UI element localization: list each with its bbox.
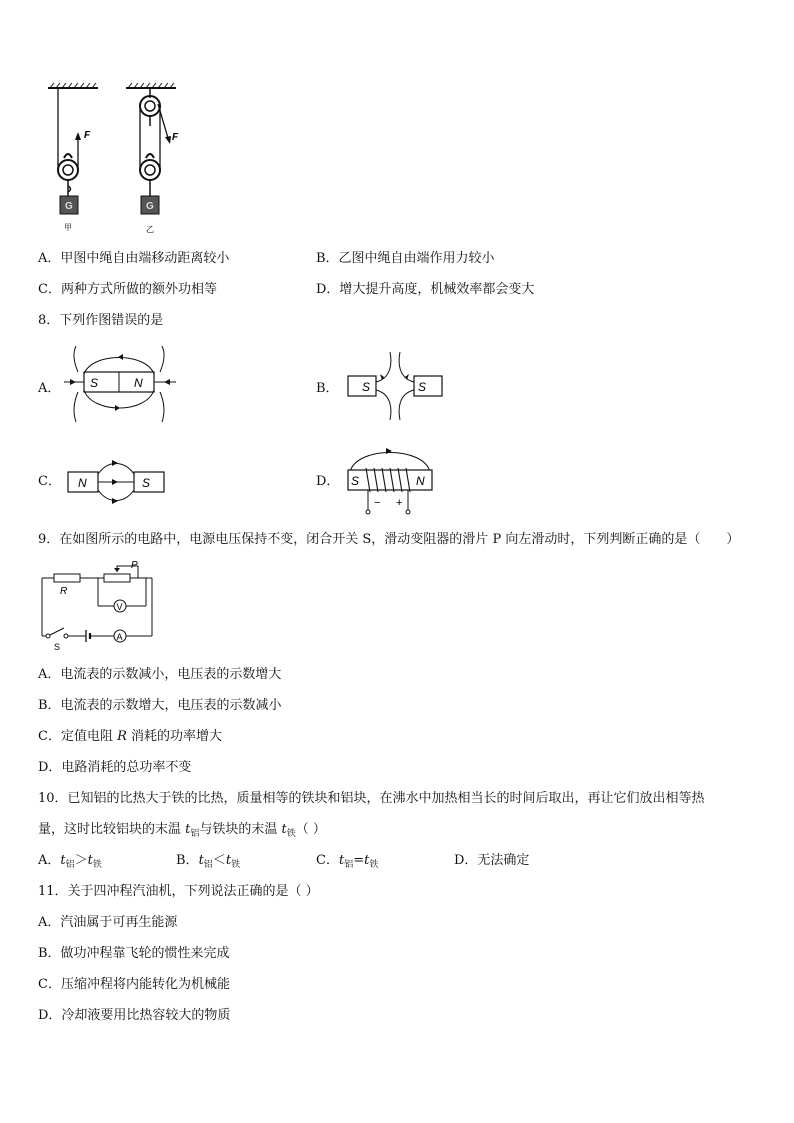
q7-option-a: A．甲图中绳自由端移动距离较小	[38, 251, 230, 266]
q10-a-sub2: 铁	[92, 860, 102, 870]
q10-a-sub1: 铝	[65, 860, 75, 870]
q9-option-b: B．电流表的示数增大，电压表的示数减小	[38, 698, 282, 713]
q10-a-t1: t	[60, 853, 66, 868]
q10-option-b-label: B．	[176, 853, 199, 868]
q8-label-c: C．	[38, 474, 61, 489]
q9-option-c	[38, 728, 222, 746]
force-label-left: F	[84, 130, 91, 141]
q10-b-sub1: 铝	[203, 860, 213, 870]
q8-label-d: D．	[316, 474, 340, 489]
q11-option-b: B．做功冲程靠飞轮的惯性来完成	[38, 946, 230, 961]
q8-label-b: B．	[316, 381, 339, 396]
q10-b-rel: ＜	[212, 853, 226, 868]
q10-sub-al: 铝	[190, 829, 200, 839]
q7-option-b: B．乙图中绳自由端作用力较小	[316, 251, 495, 266]
weight-label-right: G	[146, 201, 154, 212]
q9-option-a: A．电流表的示数减小，电压表的示数增大	[38, 667, 282, 682]
label-jia: 甲	[64, 223, 72, 232]
q7-option-d: D．增大提升高度，机械效率都会变大	[316, 282, 535, 297]
q10-t-fe: t	[281, 822, 287, 837]
q10-line2	[38, 821, 326, 843]
q10-c-rel: =	[353, 853, 365, 868]
pole-a-s: S	[90, 376, 99, 390]
q11-option-c: C．压缩冲程将内能转化为机械能	[38, 977, 230, 992]
q11-option-a: A．汽油属于可再生能源	[38, 915, 178, 930]
magnet-figure-b	[344, 350, 444, 422]
q9-option-c-post: 消耗的功率增大	[126, 729, 223, 744]
q10-option-c-label: C．	[316, 853, 339, 868]
q10-option-c	[316, 852, 378, 874]
q10-t-al: t	[185, 822, 191, 837]
q10-option-a-label: A．	[38, 853, 61, 868]
q9-option-c-pre: C．定值电阻	[38, 729, 118, 744]
q10-line2-mid: 与铁块的末温	[199, 822, 282, 837]
solenoid-figure-d	[340, 442, 440, 516]
pole-c-s: S	[142, 476, 151, 490]
q10-line1: 10．已知铝的比热大于铁的比热，质量相等的铁块和铝块，在沸水中加热相当长的时间后取出，再让它们放出相等热	[38, 791, 705, 806]
pole-b-s-left: S	[362, 380, 371, 394]
pole-a-n: N	[134, 376, 143, 390]
q9-option-d: D．电路消耗的总功率不变	[38, 760, 192, 775]
battery-plus: +	[396, 497, 403, 509]
q10-c-sub1: 铝	[344, 860, 354, 870]
q10-sub-fe: 铁	[286, 829, 296, 839]
voltmeter-label: V	[116, 602, 123, 612]
q10-a-rel: ＞	[74, 853, 88, 868]
label-yi: 乙	[146, 225, 154, 234]
magnet-figure-c	[62, 456, 174, 508]
q10-c-t2: t	[364, 853, 370, 868]
q10-c-t1: t	[338, 853, 345, 868]
q8-stem: 8．下列作图错误的是	[38, 313, 164, 328]
pole-c-n: N	[78, 476, 87, 490]
q7-option-c: C．两种方式所做的额外功相等	[38, 282, 217, 297]
circuit-figure	[38, 560, 162, 652]
q10-b-sub2: 铁	[231, 860, 241, 870]
q10-option-b	[176, 852, 240, 874]
q10-a-t2: t	[87, 853, 93, 868]
q10-b-t1: t	[198, 853, 204, 868]
pulley-figure	[40, 82, 200, 254]
battery-minus: −	[374, 497, 381, 509]
q9-option-c-var: R	[117, 729, 127, 744]
weight-label-left: G	[65, 201, 73, 212]
q10-option-d: D．无法确定	[454, 853, 530, 868]
pole-d-s: S	[351, 474, 360, 488]
pole-b-s-right: S	[418, 380, 427, 394]
force-label-right: F	[172, 132, 179, 143]
magnet-figure-a	[62, 344, 182, 424]
pole-d-n: N	[416, 474, 425, 488]
q10-option-a	[38, 852, 102, 874]
q10-line2-post: （ ）	[295, 822, 326, 837]
q9-stem: 9．在如图所示的电路中，电源电压保持不变，闭合开关 S，滑动变阻器的滑片 P 向左滑动时，下列判断正确的是（ ）	[38, 532, 740, 547]
q10-c-sub2: 铁	[369, 860, 379, 870]
q8-label-a: A．	[38, 381, 61, 396]
q11-option-d: D．冷却液要用比热容较大的物质	[38, 1008, 231, 1023]
resistor-label: R	[60, 586, 68, 597]
q10-line2-pre: 量，这时比较铝块的末温	[38, 822, 186, 837]
slider-label: P	[131, 560, 138, 571]
q11-stem: 11．关于四冲程汽油机，下列说法正确的是（ ）	[38, 884, 319, 899]
ammeter-label: A	[116, 632, 123, 642]
q10-b-t2: t	[225, 853, 232, 868]
switch-label: S	[54, 642, 61, 652]
